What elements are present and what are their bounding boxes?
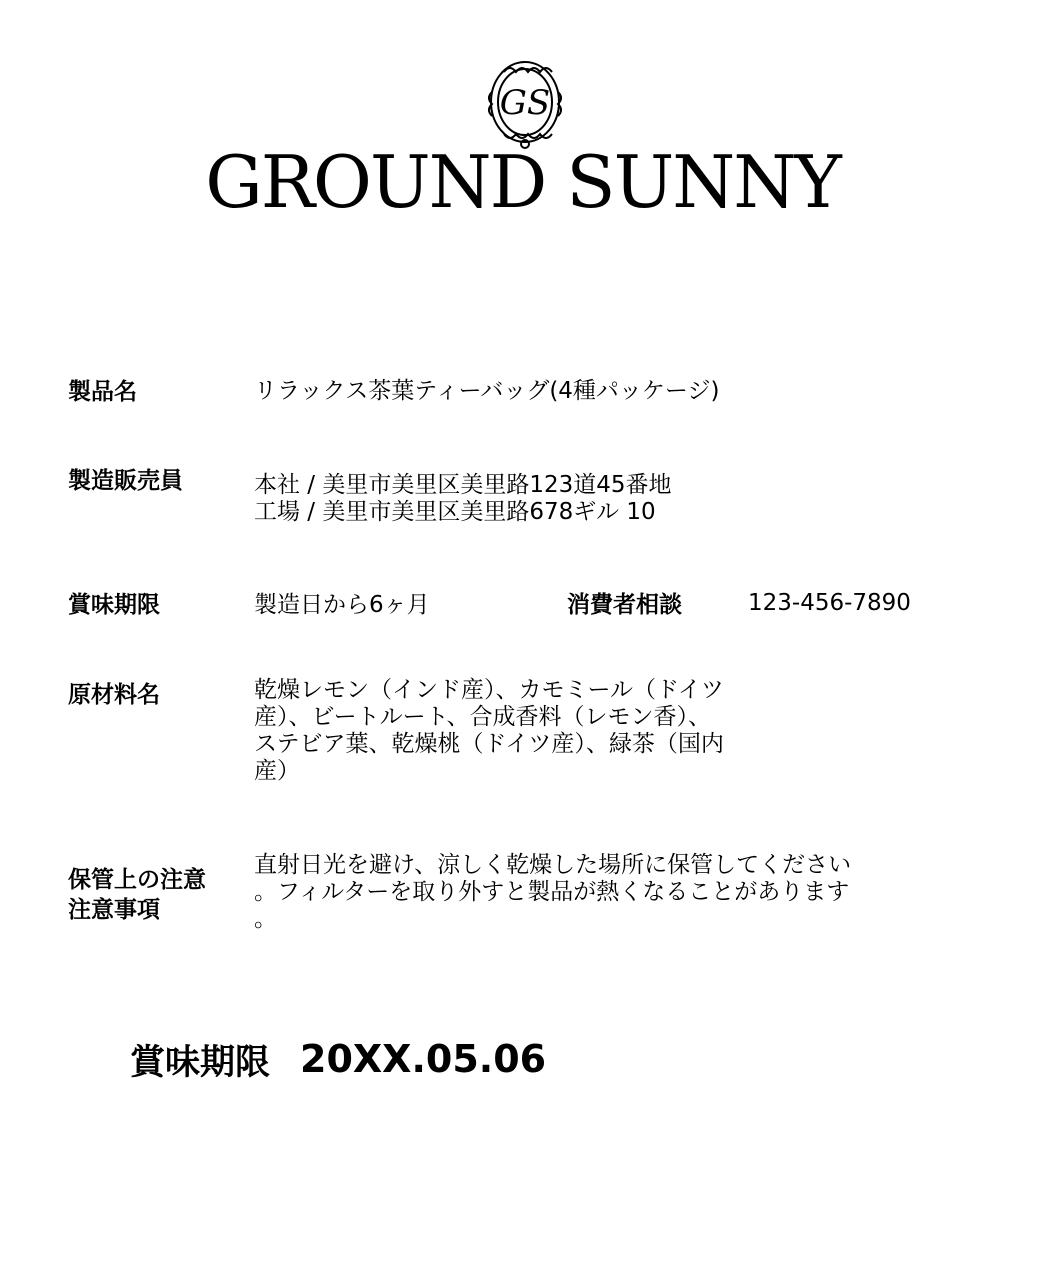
consumer-contact-label: 消費者相談	[567, 592, 682, 618]
product-name-value: リラックス茶葉ティーバッグ(4種パッケージ)	[254, 378, 720, 404]
maker-address-factory: 工場 / 美里市美里区美里路678ギル 10	[254, 499, 656, 525]
consumer-contact-phone: 123-456-7890	[748, 590, 911, 616]
logo-monogram: GS	[499, 83, 551, 123]
expiry-date: 20XX.05.06	[300, 1037, 547, 1081]
shelf-life-value: 製造日から6ヶ月	[254, 592, 430, 618]
ingredients-label: 原材料名	[68, 682, 160, 708]
brand-logo-emblem	[484, 52, 566, 150]
maker-label: 製造販売員	[68, 468, 183, 494]
storage-value: 直射日光を避け、涼しく乾燥した場所に保管してください 。フィルターを取り外すと製品が熱くなることがあります 。	[254, 852, 852, 932]
storage-label-line2: 注意事項	[68, 897, 160, 923]
shelf-life-label: 賞味期限	[68, 592, 160, 618]
expiry-label: 賞味期限	[130, 1043, 271, 1083]
ingredients-value: 乾燥レモン（インド産）、カモミール（ドイツ 産）、ビートルート、合成香料（レモン香）、 ステビア葉、乾燥桃（ドイツ産）、緑茶（国内 産）	[254, 677, 724, 784]
product-name-label: 製品名	[68, 379, 137, 405]
maker-address-hq: 本社 / 美里市美里区美里路123道45番地	[254, 472, 672, 498]
brand-name: GROUND SUNNY	[205, 140, 840, 224]
storage-label-line1: 保管上の注意	[68, 867, 206, 893]
